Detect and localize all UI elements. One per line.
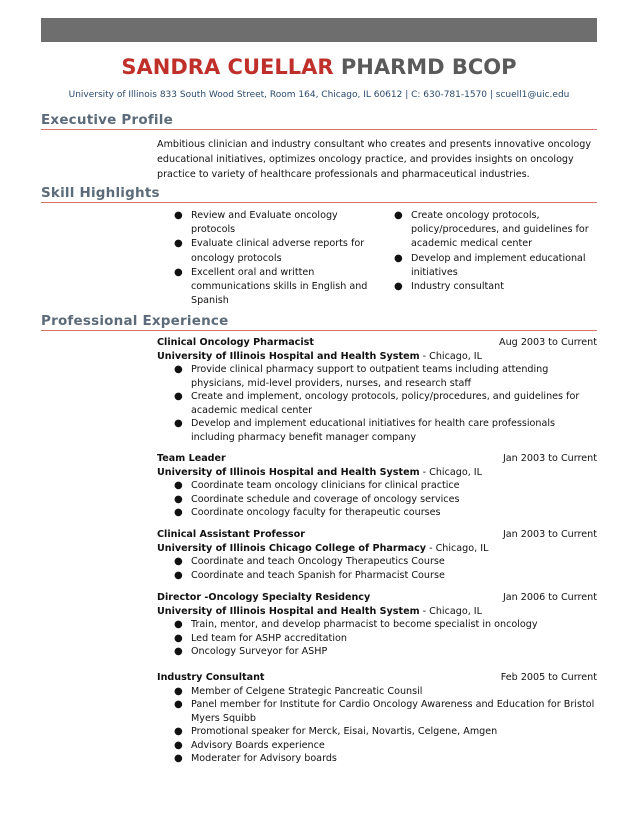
bullet-icon: ● (174, 266, 183, 278)
bullet-icon: ● (174, 364, 183, 375)
skill-item: ● Evaluate clinical adverse reports for oncology protocols (174, 238, 365, 264)
job-title: Clinical Oncology Pharmacist (157, 337, 314, 348)
bullet-icon: ● (394, 210, 403, 221)
contact-line: University of Illinois 833 South Wood Street, Room 164, Chicago, IL 60612 | C: 630-781-1570 | scuell1@uic.edu (68, 90, 570, 100)
job-dates: Feb 2005 to Current (500, 672, 597, 683)
job-org: University of Illinois Hospital and Health System (157, 605, 420, 617)
job-bullet: ● Member of Celgene Strategic Pancreatic Counsil (174, 685, 423, 697)
skill-item: ● Develop and implement educational initiatives (394, 252, 586, 278)
job-bullet: ● Oncology Surveyor for ASHP (174, 646, 328, 657)
section-title-profile: Executive Profile (41, 112, 173, 128)
job-bullet: ● Coordinate oncology faculty for therapeutic courses (174, 507, 441, 518)
job-location: - Chicago, IL (426, 542, 489, 554)
job-bullet: ● Moderater for Advisory boards (174, 753, 337, 764)
bullet-icon: ● (174, 753, 183, 764)
bullet-icon: ● (174, 685, 183, 697)
bullet-icon: ● (174, 391, 183, 402)
job-location: - Chicago, IL (419, 466, 482, 478)
bullet-icon: ● (174, 739, 183, 751)
job-bullet: ● Coordinate schedule and coverage of oncology services (174, 493, 460, 505)
bullet-icon: ● (174, 556, 183, 567)
job-dates: Jan 2003 to Current (502, 529, 597, 540)
job-title: Director -Oncology Specialty Residency (157, 592, 371, 603)
skill-item: ● Excellent oral and written communications skills in English and Spanish (174, 266, 368, 307)
bullet-icon: ● (174, 210, 183, 221)
job-org: University of Illinois Hospital and Health System (157, 466, 420, 478)
job-entry (157, 671, 597, 766)
section-title-experience: Professional Experience (41, 313, 229, 329)
job-bullet: ● Led team for ASHP accreditation (174, 632, 347, 644)
bullet-icon: ● (394, 281, 403, 293)
job-title: Team Leader (157, 453, 226, 464)
bullet-icon: ● (174, 632, 183, 644)
name-first: SANDRA CUELLAR (121, 55, 334, 79)
skill-item: ● Industry consultant (377, 280, 597, 294)
job-bullet: ● Coordinate team oncology clinicians for clinical practice (174, 480, 460, 491)
profile-text: Ambitious clinician and industry consultant who creates and presents innovative oncology educational initiatives, optimizes oncology practice, and provides insights on oncology practice to variety of healthcare professionals and pharmaceutical industries. (157, 139, 592, 180)
job-entry (157, 452, 597, 520)
name-credentials: PHARMD BCOP (340, 55, 517, 79)
skill-item: ● Create oncology protocols, policy/procedures, and guidelines for academic medical center (394, 210, 589, 250)
section-rule (41, 330, 597, 331)
bullet-icon: ● (174, 646, 183, 657)
bullet-icon: ● (174, 569, 183, 581)
job-dates: Jan 2003 to Current (502, 453, 597, 464)
job-title: Clinical Assistant Professor (157, 529, 305, 540)
job-bullet: ● Coordinate and teach Spanish for Pharmacist Course (174, 569, 445, 581)
section-rule (41, 202, 597, 203)
bullet-icon: ● (174, 493, 183, 505)
job-bullet: ● Coordinate and teach Oncology Therapeutics Course (174, 556, 445, 567)
job-dates: Jan 2006 to Current (502, 592, 597, 603)
bullet-icon: ● (174, 480, 183, 491)
job-bullet: ● Create and implement, oncology protocols, policy/procedures, and guidelines for academic medical center (174, 391, 580, 416)
job-entry (157, 591, 597, 659)
section-title-skills: Skill Highlights (41, 185, 160, 201)
skill-item: ● Review and Evaluate oncology protocols (174, 210, 338, 236)
job-bullet: ● Panel member for Institute for Cardio Oncology Awareness and Education for Bristol Myers Squibb (174, 699, 595, 724)
skills-left-column (157, 209, 372, 308)
job-entry (157, 336, 597, 444)
job-bullet: ● Advisory Boards experience (174, 739, 325, 751)
bullet-icon: ● (174, 619, 183, 630)
skills-right-column (377, 209, 597, 294)
bullet-icon: ● (394, 252, 403, 264)
resume-name (0, 55, 638, 79)
header-bar (41, 18, 597, 42)
job-bullet: ● Promotional speaker for Merck, Eisai, Novartis, Celgene, Amgen (174, 726, 498, 737)
job-bullet: ● Provide clinical pharmacy support to outpatient teams including attending physicians, mid-level providers, nurses, and research staff (174, 364, 549, 389)
job-org: University of Illinois Chicago College of Pharmacy (157, 542, 427, 554)
bullet-icon: ● (174, 699, 183, 710)
job-org: University of Illinois Hospital and Health System (157, 350, 420, 362)
bullet-icon: ● (174, 726, 183, 737)
bullet-icon: ● (174, 238, 183, 250)
job-location: - Chicago, IL (419, 350, 482, 362)
job-location: - Chicago, IL (419, 605, 482, 617)
bullet-icon: ● (174, 418, 183, 429)
job-bullet: ● Develop and implement educational initiatives for health care professionals including pharmacy benefit manager company (174, 418, 556, 443)
job-dates: Aug 2003 to Current (499, 337, 597, 348)
section-rule (41, 129, 597, 130)
job-entry (157, 528, 597, 582)
job-title: Industry Consultant (157, 672, 265, 683)
bullet-icon: ● (174, 507, 183, 518)
job-bullet: ● Train, mentor, and develop pharmacist to become specialist in oncology (174, 619, 538, 630)
